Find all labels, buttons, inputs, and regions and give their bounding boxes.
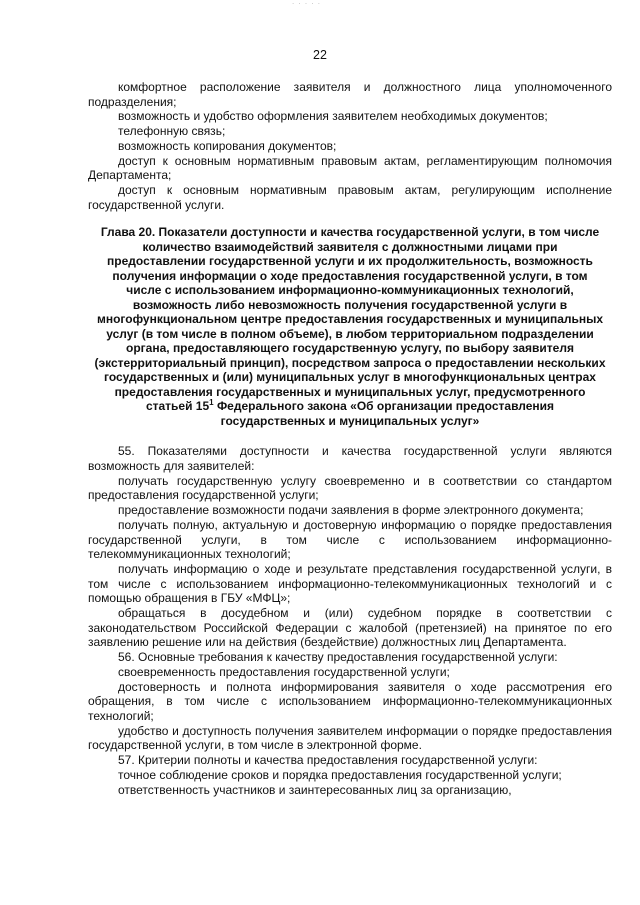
paragraph: 55. Показателями доступности и качества государственной услуги являются возможность для заявителей: bbox=[88, 444, 612, 474]
paragraph: возможность и удобство оформления заявителем необходимых документов; bbox=[118, 109, 548, 124]
paragraph: телефонную связь; bbox=[118, 124, 226, 139]
page-number: 22 bbox=[313, 48, 327, 62]
paragraph: получать информацию о ходе и результате представления государственной услуги, в том числе с использованием информационно-телекоммуникационных технологий и с помощью обращения в ГБУ «МФЦ»; bbox=[88, 561, 612, 606]
paragraph: обращаться в досудебном и (или) судебном порядке в соответствии с законодательством Российской Федерации с жалобой (претензией) на принятое по его заявлению решение или на действия (бездействие) должностных лиц Департамента. bbox=[88, 606, 612, 650]
paragraph: 56. Основные требования к качеству предоставления государственной услуги: bbox=[118, 650, 558, 665]
scan-artifact: · · · · · bbox=[292, 0, 322, 8]
paragraph: получать полную, актуальную и достоверную информацию о порядке предоставления государственной услуги, в том числе с использованием информационно-телекоммуникационных технологий; bbox=[88, 517, 612, 562]
paragraph: получать государственную услугу своевременно и в соответствии со стандартом предоставления государственной услуги; bbox=[88, 473, 612, 503]
paragraph: удобство и доступность получения заявителем информации о порядке предоставления государственной услуги, в том числе в электронной форме. bbox=[88, 723, 612, 753]
paragraph: 57. Критерии полноты и качества предоставления государственной услуги: bbox=[118, 753, 538, 768]
paragraph: комфортное расположение заявителя и должностного лица уполномоченного подразделения; bbox=[88, 80, 612, 109]
paragraph: своевременность предоставления государственной услуги; bbox=[118, 664, 450, 679]
paragraph: доступ к основным нормативным правовым актам, регламентирующим полномочия Департамента; bbox=[88, 153, 612, 183]
paragraph: ответственность участников и заинтересованных лиц за организацию, bbox=[118, 782, 512, 797]
chapter-heading bbox=[88, 225, 612, 428]
paragraph: точное соблюдение сроков и порядка предоставления государственной услуги; bbox=[118, 767, 562, 782]
paragraph: доступ к основным нормативным правовым актам, регулирующим исполнение государственной услуги. bbox=[88, 182, 612, 212]
chapter-title bbox=[94, 225, 606, 428]
paragraph: достоверность и полнота информирования заявителя о ходе рассмотрения его обращения, в том числе с использованием информационно-телекоммуникационных технологий; bbox=[88, 679, 612, 723]
document-body bbox=[88, 80, 612, 797]
paragraph: предоставление возможности подачи заявления в форме электронного документа; bbox=[118, 503, 584, 518]
chapter-title-superscript: 1 bbox=[209, 398, 214, 408]
paragraph: возможность копирования документов; bbox=[118, 138, 337, 153]
chapter-title-tail: Федерального закона «Об организации предоставления государственных и муниципальных услуг» bbox=[213, 399, 555, 428]
chapter-title-main: Глава 20. Показатели доступности и качества государственной услуги, в том числе количество взаимодействий заявителя с должностными лицами при предоставлении государственной услуги и их продолжительность, возможность получения информации о ходе предоставления государственной услуги, в том числе с использованием информационно-коммуникационных технологий, возможность либо невозможность получения государственной услуги в многофункциональном центре предоставления государственных и муниципальных услуг (в том числе в полном объеме), в любом территориальном подразделении органа, предоставляющего государственную услугу, по выбору заявителя (экстерриториальный принцип), посредством запроса о предоставлении нескольких государственных и (или) муниципальных услуг в многофункциональных центрах предоставления государственных и муниципальных услуг, предусмотренного статьей 15 bbox=[94, 225, 606, 414]
